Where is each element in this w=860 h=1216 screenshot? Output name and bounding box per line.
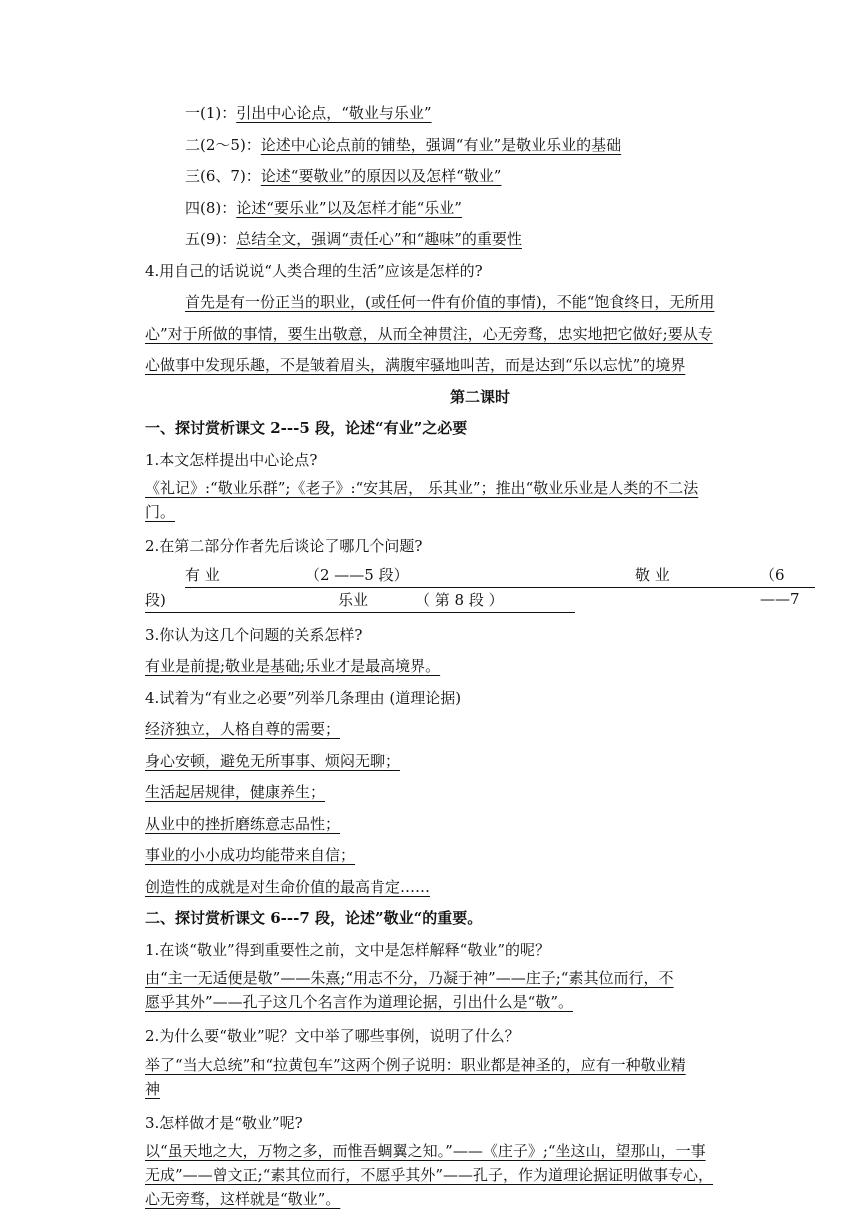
- answer-cell: 有 业: [185, 565, 220, 584]
- answer-line: 身心安顿，避免无所事事、烦闷无聊；: [145, 751, 401, 770]
- section-heading: 二、探讨赏析课文 6---7 段，论述”敬业“的重要。: [145, 909, 483, 927]
- answer-line: 愿乎其外”——孔子这几个名言作为道理论据，引出什么是“敬”。: [145, 993, 574, 1011]
- section-heading: 一、探讨赏析课文 2---5 段，论述“有业”之必要: [145, 419, 468, 437]
- answer-block: [145, 1139, 815, 1211]
- answer-line: 门。: [145, 503, 176, 521]
- answer-block: [145, 966, 815, 1014]
- lesson-title: 第二课时: [449, 387, 510, 406]
- answer-line: 心无旁骛，这样就是“敬业”。: [145, 1190, 341, 1208]
- answer-line: 事业的小小成功均能带来自信；: [145, 846, 356, 864]
- answer-line: 无成”——曾文正;“素其位而行，不愿乎其外”——孔子，作为道理论据证明做事专心，: [145, 1166, 714, 1184]
- answer-block: [145, 476, 815, 524]
- answer-line: 由“主一无适便是敬”——朱熹;“用志不分，乃凝于神”——庄子;“素其位而行，不: [145, 969, 674, 987]
- question-text: 2.在第二部分作者先后谈论了哪几个问题?: [145, 537, 423, 555]
- question-text: 2.为什么要“敬业”呢？文中举了哪些事例，说明了什么？: [145, 1027, 520, 1045]
- answer-line: 首先是有一份正当的职业，(或任何一件有价值的事情)，不能“饱食终日，无所用: [185, 293, 715, 311]
- outline-item: 二(2～5)：论述中心论点前的铺垫，强调“有业”是敬业乐业的基础: [185, 135, 622, 154]
- question-text: 4.试着为“有业之必要”列举几条理由 (道理论据): [145, 688, 462, 707]
- answer-cell: （ 第 8 段 ）: [415, 590, 504, 609]
- answer-cell: 乐业: [338, 590, 369, 609]
- answer-block: [145, 1053, 815, 1101]
- answer-line: 生活起居规律，健康养生；: [145, 783, 326, 801]
- answer-line: 心做事中发现乐趣，不是皱着眉头，满腹牢骚地叫苦，而是达到“乐以忘忧”的境界: [145, 356, 686, 374]
- outline-item: 四(8)：论述“要乐业”以及怎样才能“乐业”: [185, 198, 462, 217]
- question-text: 3.你认为这几个问题的关系怎样?: [145, 625, 363, 644]
- outline-item: 三(6、7)：论述“要敬业”的原因以及怎样“敬业”: [185, 167, 502, 185]
- answer-line: 经济独立，人格自尊的需要；: [145, 720, 341, 738]
- answer-cell: 段): [145, 590, 166, 609]
- answer-cell: （2 ——5 段）: [305, 565, 409, 584]
- question-text: 1.在谈“敬业”得到重要性之前，文中是怎样解释“敬业”的呢？: [145, 940, 550, 959]
- question-text: 3.怎样做才是“敬业”呢?: [145, 1113, 303, 1132]
- answer-line: 有业是前提;敬业是基础;乐业才是最高境界。: [145, 657, 441, 675]
- question-text: 4.用自己的话说说“人类合理的生活”应该是怎样的?: [145, 261, 483, 280]
- answer-row: [145, 588, 575, 613]
- answer-line: 《礼记》:“敬业乐群”;《老子》:“安其居， 乐其业”；推出“敬业乐业是人类的不二法: [145, 479, 699, 497]
- question-text: 1.本文怎样提出中心论点?: [145, 450, 318, 469]
- answer-line: 举了“当大总统”和“拉黄包车”这两个例子说明：职业都是神圣的，应有一种敬业精: [145, 1055, 686, 1074]
- answer-cell: 敬 业: [635, 565, 670, 584]
- answer-line: 创造性的成就是对生命价值的最高肯定……: [145, 877, 431, 896]
- answer-line: 从业中的挫折磨练意志品性；: [145, 814, 341, 833]
- answer-line: 心”对于所做的事情，要生出敬意，从而全神贯注，心无旁骛，忠实地把它做好;要从专: [145, 324, 713, 343]
- document-content: [145, 98, 815, 1211]
- outline-item: 一(1)：引出中心论点，“敬业与乐业”: [185, 104, 432, 122]
- answer-line: 以“虽天地之大，万物之多，而惟吾蜩翼之知。”——《庄子》;“坐这山，望那山，一事: [145, 1142, 706, 1160]
- outline-item: 五(9)：总结全文，强调“责任心”和“趣味”的重要性: [185, 230, 522, 248]
- answer-line: 神: [145, 1079, 161, 1098]
- answer-cell: （6 ——7: [760, 565, 800, 608]
